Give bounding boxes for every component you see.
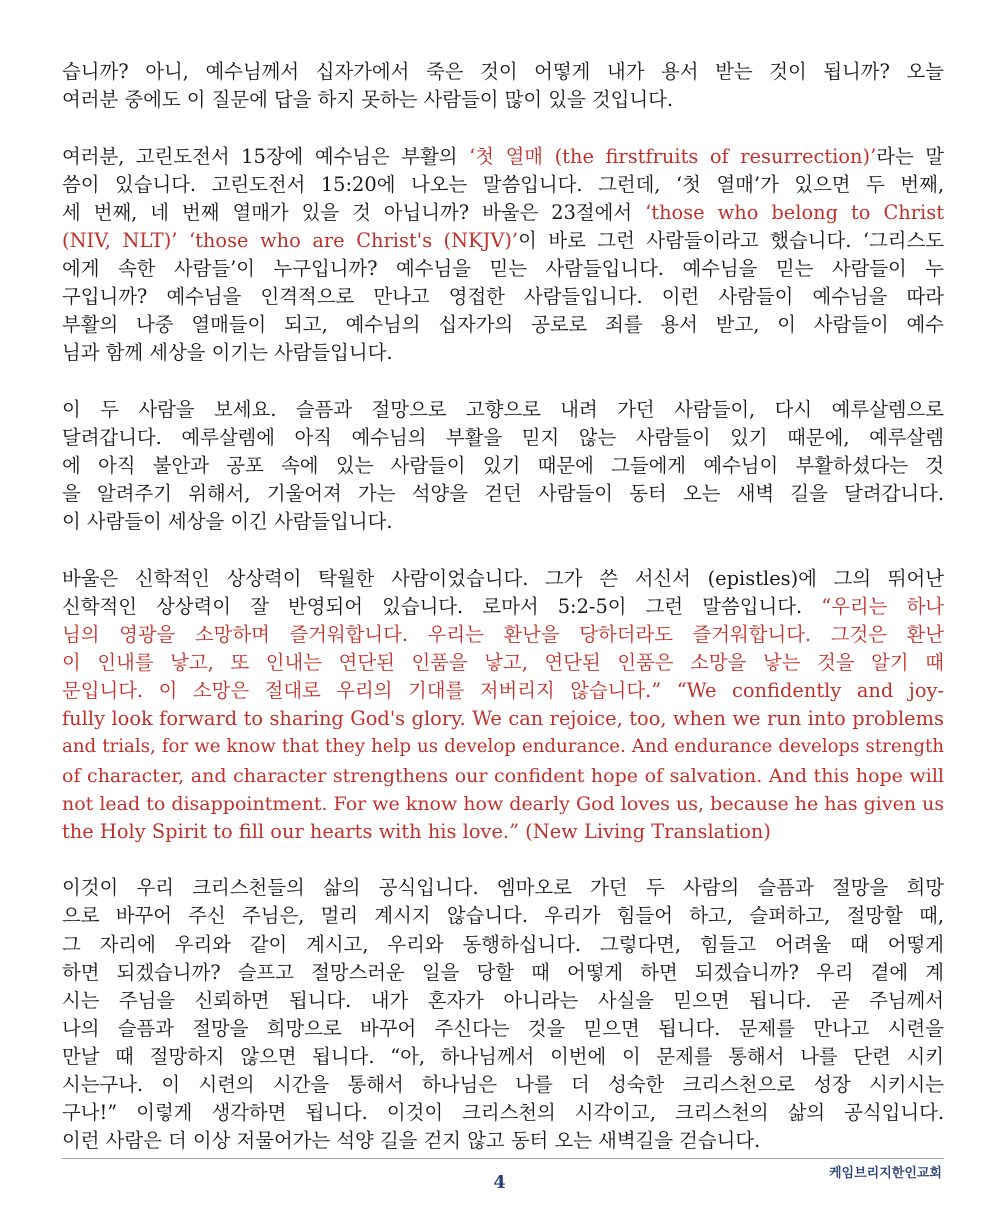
text-line bbox=[62, 396, 944, 424]
text-line bbox=[62, 733, 944, 761]
text-line bbox=[62, 790, 944, 818]
text-segment: 이 바로 그런 사람들이라고 했습니다. ‘그리스도 bbox=[518, 228, 944, 252]
text-line bbox=[62, 959, 944, 987]
text-segment: 나의 슬픔과 절망을 희망으로 바꾸어 주신다는 것을 믿으면 됩니다. 문제를 만나고 시련을 bbox=[62, 1016, 944, 1040]
text-line bbox=[62, 480, 944, 508]
text-segment: 습니까? 아니, 예수님께서 십자가에서 죽은 것이 어떻게 내가 용서 받는 것이 됩니까? 오늘 bbox=[62, 60, 944, 83]
text-line bbox=[62, 86, 944, 114]
text-segment: 여러분, 고린도전서 15장에 예수님은 부활의 bbox=[62, 144, 470, 168]
text-line bbox=[62, 1015, 944, 1043]
paragraph bbox=[62, 565, 944, 846]
text-line bbox=[62, 677, 944, 705]
text-segment: 시는구나. 이 시련의 시간을 통해서 하나님은 나를 더 성숙한 크리스천으로 성장 시키시는 bbox=[62, 1073, 944, 1096]
scripture-quote: 문입니다. 이 소망은 절대로 우리의 기대를 저버리지 않습니다.” “We confidently and joy- bbox=[62, 679, 944, 703]
scripture-quote: and trials, for we know that they help us develop endurance. And endurance develops strength bbox=[62, 736, 944, 758]
text-line bbox=[62, 424, 944, 452]
scripture-quote: 이 인내를 낳고, 또 인내는 연단된 인품을 낳고, 연단된 인품은 소망을 낳는 것을 알기 때 bbox=[62, 651, 944, 675]
text-segment: 여러분 중에도 이 질문에 답을 하지 못하는 사람들이 많이 있을 것입니다. bbox=[62, 88, 674, 112]
text-line bbox=[62, 593, 944, 621]
text-segment: 님과 함께 세상을 이기는 사람들입니다. bbox=[62, 341, 393, 365]
text-line bbox=[62, 199, 944, 227]
text-segment: 부활의 나중 열매들이 되고, 예수님의 십자가의 공로로 죄를 용서 받고, 이 사람들이 예수 bbox=[62, 313, 944, 337]
text-line bbox=[62, 1071, 944, 1099]
paragraph bbox=[62, 143, 944, 368]
text-segment: 시는 주님을 신뢰하면 됩니다. 내가 혼자가 아니라는 사실을 믿으면 됩니다. 곧 주님께서 bbox=[62, 988, 944, 1012]
scripture-quote: (NIV, NLT)’ ‘those who are Christ's (NKJV)’ bbox=[62, 228, 519, 252]
text-line bbox=[62, 1099, 944, 1127]
text-segment: 을 알려주기 위해서, 기울어져 가는 석양을 걷던 사람들이 동터 오는 새벽 길을 달려갑니다. bbox=[62, 482, 944, 506]
text-segment: 에게 속한 사람들’이 누구입니까? 예수님을 믿는 사람들입니다. 예수님을 믿는 사람들이 누 bbox=[62, 257, 944, 281]
text-segment: 만날 때 절망하지 않으면 됩니다. “아, 하나님께서 이번에 이 문제를 통해서 나를 단련 시키 bbox=[62, 1044, 944, 1068]
scripture-quote: not lead to disappointment. For we know how dearly God loves us, because he has given us bbox=[62, 792, 945, 815]
text-segment: 이것이 우리 크리스천들의 삶의 공식입니다. 엠마오로 가던 두 사람의 슬픔과 절망을 희망 bbox=[62, 876, 944, 900]
text-line bbox=[62, 58, 944, 86]
text-segment: 으로 바꾸어 주신 주님은, 멀리 계시지 않습니다. 우리가 힘들어 하고, 슬퍼하고, 절망할 때, bbox=[62, 904, 944, 928]
paragraph bbox=[62, 396, 944, 536]
text-segment: 이 사람들이 세상을 이긴 사람들입니다. bbox=[62, 510, 393, 534]
text-segment: 구나!” 이렇게 생각하면 됩니다. 이것이 크리스천의 시각이고, 크리스천의 삶의 공식입니다. bbox=[62, 1101, 944, 1125]
text-line bbox=[62, 621, 944, 649]
church-name: 케임브리지한인교회 bbox=[828, 1166, 942, 1181]
text-line bbox=[62, 1127, 944, 1155]
text-line bbox=[62, 818, 944, 846]
scripture-quote: 님의 영광을 소망하며 즐거워합니다. 우리는 환난을 당하더라도 즐거워합니다. 그것은 환난 bbox=[62, 623, 944, 647]
page-number: 4 bbox=[493, 1172, 506, 1193]
text-line bbox=[62, 339, 944, 367]
scripture-quote: of character, and character strengthens our confident hope of salvation. And this hope will bbox=[62, 764, 944, 787]
text-line bbox=[62, 565, 944, 593]
text-line bbox=[62, 902, 944, 930]
text-line bbox=[62, 705, 944, 733]
text-segment: 이런 사람은 더 이상 저물어가는 석양 길을 걷지 않고 동터 오는 새벽길을 걷습니다. bbox=[62, 1129, 761, 1153]
body-text bbox=[62, 58, 944, 1184]
text-line bbox=[62, 452, 944, 480]
text-line bbox=[62, 762, 944, 790]
text-line bbox=[62, 987, 944, 1015]
text-line bbox=[62, 508, 944, 536]
text-line bbox=[62, 171, 944, 199]
text-line bbox=[62, 255, 944, 283]
scripture-quote: fully look forward to sharing God's glory. We can rejoice, too, when we run into problems bbox=[62, 707, 944, 731]
scripture-quote: “우리는 하나 bbox=[821, 595, 945, 618]
text-line bbox=[62, 283, 944, 311]
text-segment: 씀이 있습니다. 고린도전서 15:20에 나오는 말씀입니다. 그런데, ‘첫 열매’가 있으면 두 번째, bbox=[62, 172, 944, 196]
text-segment: 신학적인 상상력이 잘 반영되어 있습니다. 로마서 5:2-5이 그런 말씀입니다. bbox=[62, 595, 822, 618]
scripture-quote: ‘첫 열매 (the firstfruits of resurrection)’ bbox=[469, 144, 877, 168]
text-line bbox=[62, 227, 944, 255]
paragraph bbox=[62, 58, 944, 114]
text-segment: 에 아직 불안과 공포 속에 있는 사람들이 있기 때문에 그들에게 예수님이 부활하셨다는 것 bbox=[62, 454, 944, 478]
paragraph bbox=[62, 874, 944, 1155]
text-segment: 그 자리에 우리와 같이 계시고, 우리와 동행하십니다. 그렇다면, 힘들고 어려울 때 어떻게 bbox=[62, 932, 944, 956]
text-segment: 이 두 사람을 보세요. 슬픔과 절망으로 고향으로 내려 가던 사람들이, 다시 예루살렘으로 bbox=[62, 397, 944, 421]
text-segment: 바울은 신학적인 상상력이 탁월한 사람이었습니다. 그가 쓴 서신서 (epistles)에 그의 뛰어난 bbox=[62, 566, 944, 590]
text-line bbox=[62, 311, 944, 339]
scripture-quote: ‘those who belong to Christ bbox=[645, 200, 944, 224]
text-line bbox=[62, 143, 944, 171]
text-segment: 세 번째, 네 번째 열매가 있을 것 아닙니까? 바울은 23절에서 bbox=[62, 200, 646, 224]
text-line bbox=[62, 649, 944, 677]
text-segment: 하면 되겠습니까? 슬프고 절망스러운 일을 당할 때 어떻게 하면 되겠습니까? 우리 곁에 계 bbox=[62, 960, 944, 984]
text-segment: 라는 말 bbox=[876, 144, 945, 168]
text-line bbox=[62, 874, 944, 902]
scripture-quote: the Holy Spirit to fill our hearts with his love.” (New Living Translation) bbox=[62, 819, 771, 843]
text-segment: 구입니까? 예수님을 인격적으로 만나고 영접한 사람들입니다. 이런 사람들이 예수님을 따라 bbox=[62, 285, 944, 309]
text-segment: 달려갑니다. 예루살렘에 아직 예수님의 부활을 믿지 않는 사람들이 있기 때문에, 예루살렘 bbox=[62, 426, 944, 450]
footer-divider bbox=[62, 1158, 944, 1159]
text-line bbox=[62, 1043, 944, 1071]
text-line bbox=[62, 931, 944, 959]
